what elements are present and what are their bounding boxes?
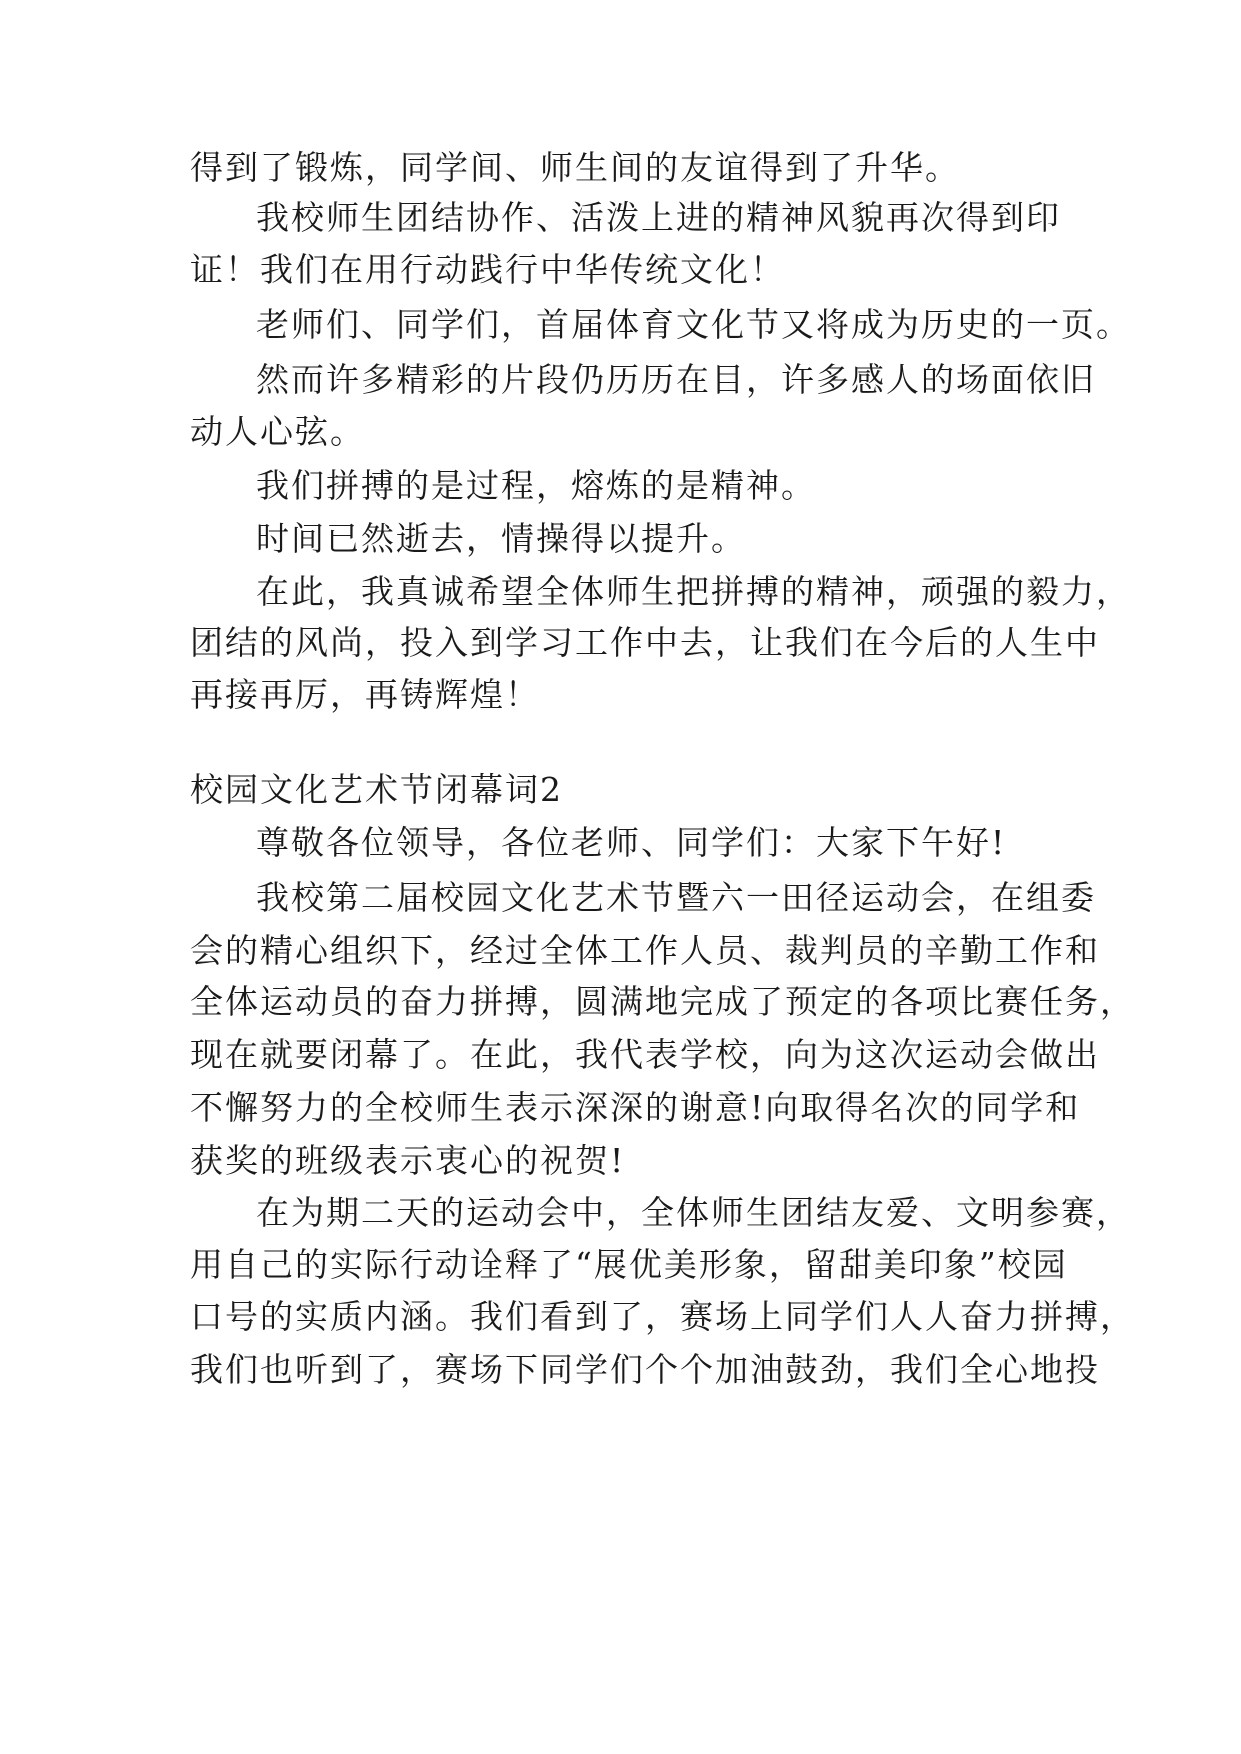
section-heading: 校园文化艺术节闭幕词2 — [190, 770, 563, 809]
paragraph-line: 证！我们在用行动践行中华传统文化！ — [190, 250, 785, 289]
paragraph-line: 会的精心组织下，经过全体工作人员、裁判员的辛勤工作和 — [190, 931, 1100, 970]
paragraph-line: 全体运动员的奋力拼搏，圆满地完成了预定的各项比赛任务， — [190, 982, 1135, 1021]
paragraph-line: 我校第二届校园文化艺术节暨六一田径运动会，在组委 — [256, 878, 1096, 917]
paragraph-line: 用自己的实际行动诠释了“展优美形象，留甜美印象”校园 — [190, 1245, 1068, 1284]
paragraph-line: 我们也听到了，赛场下同学们个个加油鼓劲，我们全心地投 — [190, 1350, 1100, 1389]
paragraph-line: 时间已然逝去，情操得以提升。 — [256, 519, 746, 558]
paragraph-line: 老师们、同学们，首届体育文化节又将成为历史的一页。 — [256, 305, 1131, 344]
paragraph-line: 然而许多精彩的片段仍历历在目，许多感人的场面依旧 — [256, 360, 1096, 399]
paragraph-line: 我校师生团结协作、活泼上进的精神风貌再次得到印 — [256, 198, 1061, 237]
paragraph-line: 在为期二天的运动会中，全体师生团结友爱、文明参赛， — [256, 1193, 1131, 1232]
paragraph-line: 动人心弦。 — [190, 412, 365, 451]
paragraph-line: 尊敬各位领导，各位老师、同学们：大家下午好! — [256, 823, 1007, 862]
paragraph-line: 得到了锻炼，同学间、师生间的友谊得到了升华。 — [190, 148, 960, 187]
paragraph-line: 再接再厉，再铸辉煌！ — [190, 675, 540, 714]
paragraph-line: 口号的实质内涵。我们看到了，赛场上同学们人人奋力拼搏， — [190, 1297, 1135, 1336]
paragraph-line: 我们拼搏的是过程，熔炼的是精神。 — [256, 466, 816, 505]
paragraph-line: 团结的风尚，投入到学习工作中去，让我们在今后的人生中 — [190, 623, 1100, 662]
paragraph-line: 现在就要闭幕了。在此，我代表学校，向为这次运动会做出 — [190, 1035, 1100, 1074]
paragraph-line: 获奖的班级表示衷心的祝贺! — [190, 1141, 626, 1180]
paragraph-line: 不懈努力的全校师生表示深深的谢意!向取得名次的同学和 — [190, 1088, 1081, 1127]
paragraph-line: 在此，我真诚希望全体师生把拼搏的精神，顽强的毅力， — [256, 572, 1131, 611]
